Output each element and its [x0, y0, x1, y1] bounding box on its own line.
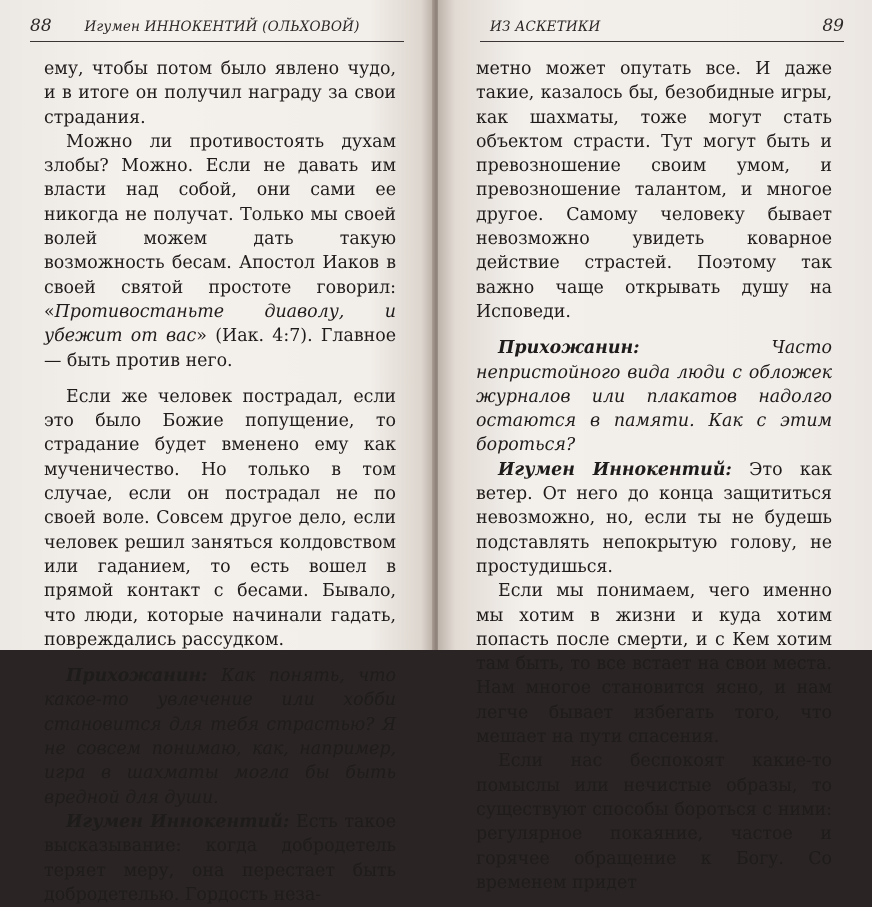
paragraph: Если мы понимаем, чего именно мы хотим в жизни и куда хотим попасть после смерти, и с Кем хотим там быть, то все встает на свои места. Нам многое становится ясно, и нам легче бывает избегать того, что мешает на пути спасения.: [476, 581, 832, 748]
answer-text: Есть такое высказывание: когда добродетель теряет меру, она перестает быть добродетелью. Гордость неза-: [44, 811, 396, 905]
answer-text: Это как ветер. От него до конца защититься невозможно, но, если ты не будешь подставлять непокрытую голову, не простудишься.: [476, 459, 832, 577]
right-running-head: ИЗ АСКЕТИКИ: [490, 19, 601, 35]
speaker-label: Игумен Иннокентий:: [498, 459, 732, 480]
question-text: Как понять, что какое-то увлечение или хобби становится для тебя страстью? Я не совсем понимаю, как, например, игра в шахматы могла бы быть вредной для души.: [44, 666, 396, 808]
paragraph: ему, чтобы потом было явлено чудо, и в итоге он получил награду за свои страдания.: [44, 59, 396, 128]
right-body-text: [476, 57, 832, 895]
paragraph: Если же человек пострадал, если это было Божие попущение, то страдание будет вменено ему как мученичество. Но только в том случае, если он пострадал не по своей воле. Совсем другое дело, если человек решил заняться колдовством или гаданием, то есть вошел в прямой контакт с бесами. Бывало, что люди, которые начинали гадать, повреждались рассудком.: [44, 386, 396, 650]
paragraph: Если нас беспокоят какие-то помыслы или нечистые образы, то существуют способы бороться с ними: регулярное покаяние, частое и горячее обращение к Богу. Со временем придет: [476, 751, 832, 893]
question: [476, 336, 832, 457]
left-header-rule: [30, 41, 404, 42]
question: [44, 664, 396, 810]
paragraph-text: » (Иак. 4:7). Главное — быть против него.: [44, 326, 396, 371]
speaker-label: Прихожанин:: [66, 666, 208, 687]
left-running-head: Игумен ИННОКЕНТИЙ (ОЛЬХОВОЙ): [84, 19, 360, 35]
right-header-rule: [480, 41, 844, 42]
answer: [44, 810, 396, 907]
speaker-label: Игумен Иннокентий:: [66, 811, 290, 832]
paragraph: [44, 130, 396, 373]
left-body-text: [44, 57, 396, 907]
answer: [476, 458, 832, 579]
scripture-quote: Противостаньте диаволу, и убежит от вас: [44, 301, 396, 347]
paragraph-text: Можно ли противостоять духам злобы? Можно. Если не давать им власти над собой, они сами ее никогда не получат. Только мы своей волей можем дать такую возможность бесам. Апостол Иаков в своей святой простоте говорил: «: [44, 131, 396, 322]
left-page-number: 88: [30, 16, 52, 36]
speaker-label: Прихожанин:: [498, 338, 640, 359]
left-page: [0, 0, 434, 905]
question-text: Часто непристойного вида люди с обложек журналов или плакатов надолго остаются в памяти. Как с этим бороться?: [476, 338, 832, 456]
right-page-number: 89: [822, 16, 844, 36]
paragraph: метно может опутать все. И даже такие, казалось бы, безобидные игры, как шахматы, тоже могут стать объектом страсти. Тут могут быть и превозношение своим умом, и превозношение талантом, и многое другое. Самому человеку бывает невозможно увидеть коварное действие страстей. Поэтому так важно чаще открывать душу на Исповеди.: [476, 59, 832, 322]
right-page: [438, 0, 872, 893]
left-header: [30, 16, 404, 38]
right-header: [480, 16, 844, 38]
